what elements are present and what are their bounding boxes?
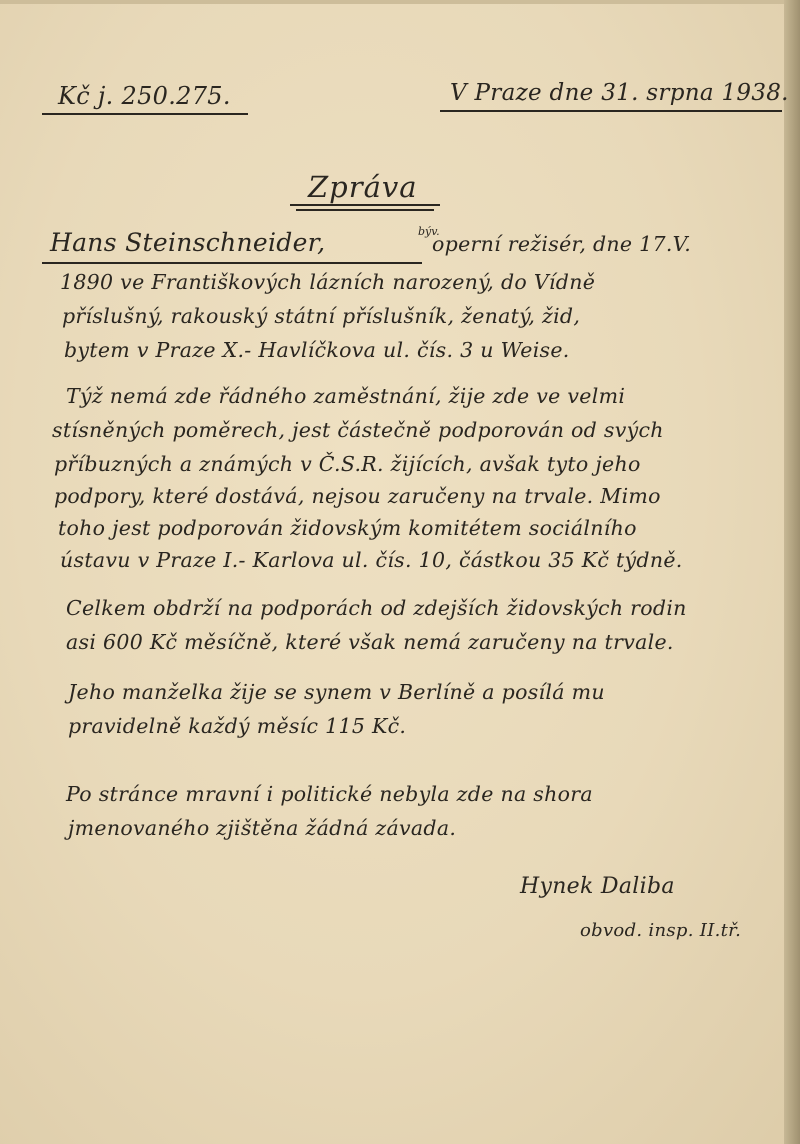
text-line: asi 600 Kč měsíčně, které však nemá zaručeny na trvale. — [66, 630, 674, 654]
reference-number: Kč j. 250.275. — [58, 82, 231, 110]
text-line: Celkem obdrží na podporách od zdejších židovských rodin — [66, 596, 687, 620]
text-line: příslušný, rakouský státní příslušník, ženatý, žid, — [62, 304, 581, 328]
text-line: pravidelně každý měsíc 115 Kč. — [68, 714, 407, 738]
text-line: 1890 ve Františkových lázních narozený, do Vídně — [60, 270, 596, 294]
text-line: Jeho manželka žije se synem v Berlíně a posílá mu — [68, 680, 605, 704]
text-line: podpory, které dostává, nejsou zaručeny na trvale. Mimo — [54, 484, 661, 508]
text-line: příbuzných a známých v Č.S.R. žijících, avšak tyto jeho — [54, 452, 641, 476]
signature-rank: obvod. insp. II.tř. — [580, 920, 742, 941]
page-right-edge — [784, 0, 800, 1144]
subject-name-underline — [42, 262, 422, 264]
text-line: ústavu v Praze I.- Karlova ul. čís. 10, částkou 35 Kč týdně. — [60, 548, 683, 572]
document-date: V Praze dne 31. srpna 1938. — [450, 80, 789, 106]
text-line: stísněných poměrech, jest částečně podporován od svých — [52, 418, 664, 442]
title-underline-1 — [290, 204, 440, 206]
text-line: Po stránce mravní i politické nebyla zde na shora — [66, 782, 593, 806]
text-line: jmenovaného zjištěna žádná závada. — [68, 816, 457, 840]
text-line: Týž nemá zde řádného zaměstnání, žije zde ve velmi — [66, 384, 626, 408]
text-line: toho jest podporován židovským komitétem sociálního — [58, 516, 637, 540]
document-title: Zpráva — [308, 170, 418, 204]
subject-name: Hans Steinschneider, — [50, 228, 326, 257]
text-line: bytem v Praze X.- Havlíčkova ul. čís. 3 u Weise. — [64, 338, 570, 362]
signature: Hynek Daliba — [520, 874, 675, 899]
title-underline-2 — [296, 209, 434, 211]
superscript-note: býv. — [418, 225, 440, 238]
reference-underline — [42, 113, 248, 115]
page-top-edge — [0, 0, 800, 4]
date-underline — [440, 110, 782, 112]
text-line: operní režisér, dne 17.V. — [432, 232, 692, 256]
